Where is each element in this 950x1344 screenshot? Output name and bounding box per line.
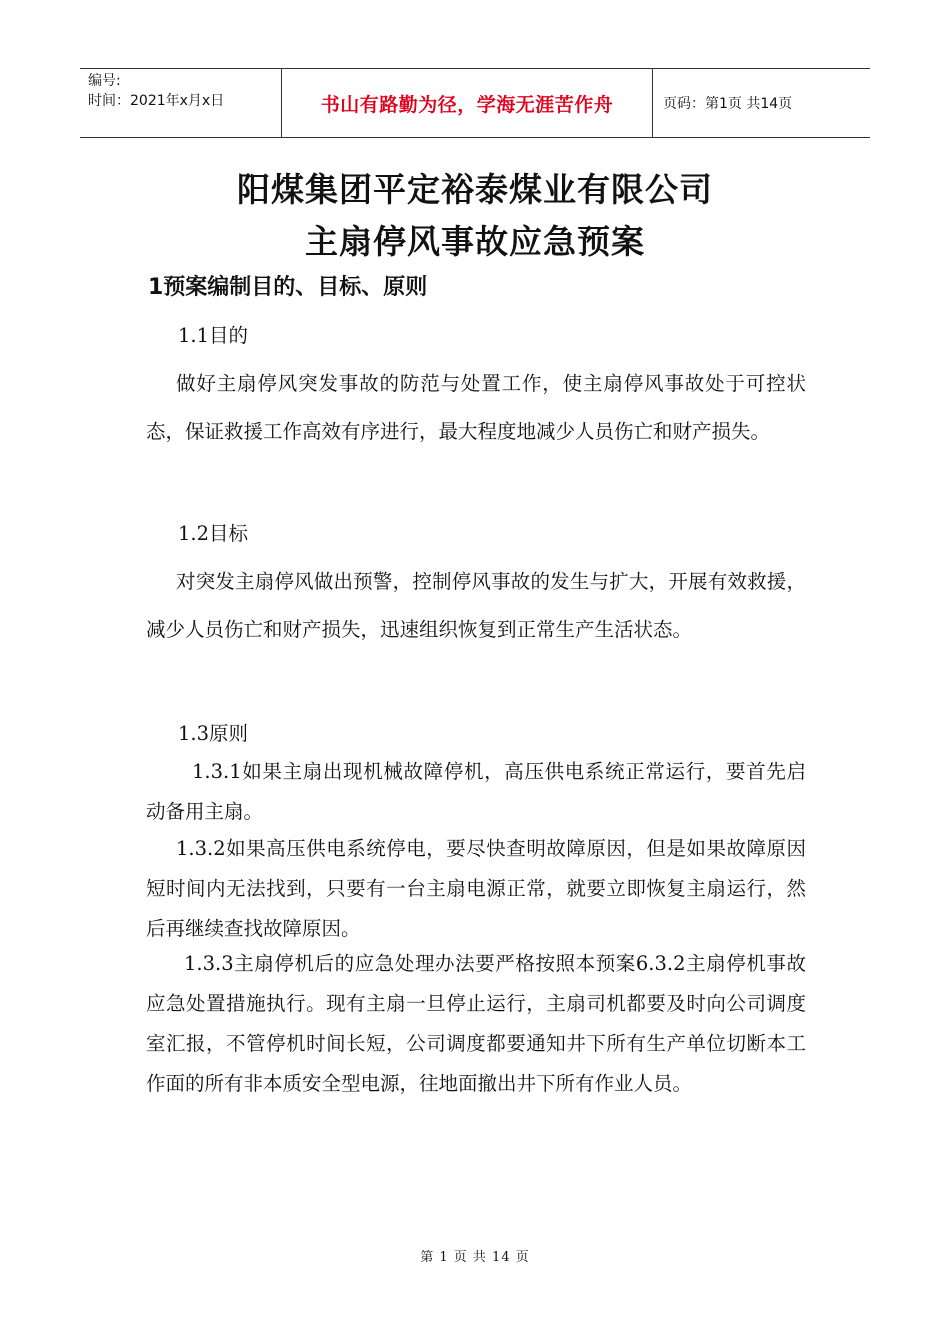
section-1-heading: 1预案编制目的、目标、原则 xyxy=(148,275,428,300)
header-slogan: 书山有路勤为径，学海无涯苦作舟 xyxy=(320,93,614,116)
document-title-line1: 阳煤集团平定裕泰煤业有限公司 xyxy=(237,170,713,209)
section-1-1-text: 做好主扇停风突发事故的防范与处置工作，使主扇停风事故处于可控状态，保证救援工作高效有序进行，最大程度地减少人员伤亡和财产损失。 xyxy=(146,372,806,443)
section-1-1-heading: 1.1目的 xyxy=(178,324,249,347)
page-footer: 第 1 页 共 14 页 xyxy=(420,1250,530,1265)
section-1-3-2-text: 1.3.2如果高压供电系统停电，要尽快查明故障原因，但是如果故障原因短时间内无法找到，只要有一台主扇电源正常，就要立即恢复主扇运行，然后再继续查找故障原因。 xyxy=(146,837,806,940)
header-slogan-cell xyxy=(282,69,653,137)
section-1-3-1-text: 1.3.1如果主扇出现机械故障停机，高压供电系统正常运行，要首先启动备用主扇。 xyxy=(146,760,806,823)
document-time-label: 时间：2021年x月x日 xyxy=(88,93,225,109)
document-title-line2: 主扇停风事故应急预案 xyxy=(305,222,645,261)
section-1-2-text: 对突发主扇停风做出预警，控制停风事故的发生与扩大，开展有效救援，减少人员伤亡和财产损失，迅速组织恢复到正常生产生活状态。 xyxy=(146,570,806,641)
section-1-2-heading: 1.2目标 xyxy=(178,522,249,545)
page-header xyxy=(80,68,870,138)
section-1-3-heading: 1.3原则 xyxy=(178,722,249,745)
header-page-info: 页码：第1页 共14页 xyxy=(663,96,793,112)
document-number-label: 编号: xyxy=(88,73,121,89)
header-meta xyxy=(80,69,282,137)
section-1-3-3-text: 1.3.3主扇停机后的应急处理办法要严格按照本预案6.3.2主扇停机事故应急处置措施执行。现有主扇一旦停止运行，主扇司机都要及时向公司调度室汇报，不管停机时间长短，公司调度都要通知井下所有生产单位切断本工作面的所有非本质安全型电源，往地面撤出井下所有作业人员。 xyxy=(146,952,806,1095)
